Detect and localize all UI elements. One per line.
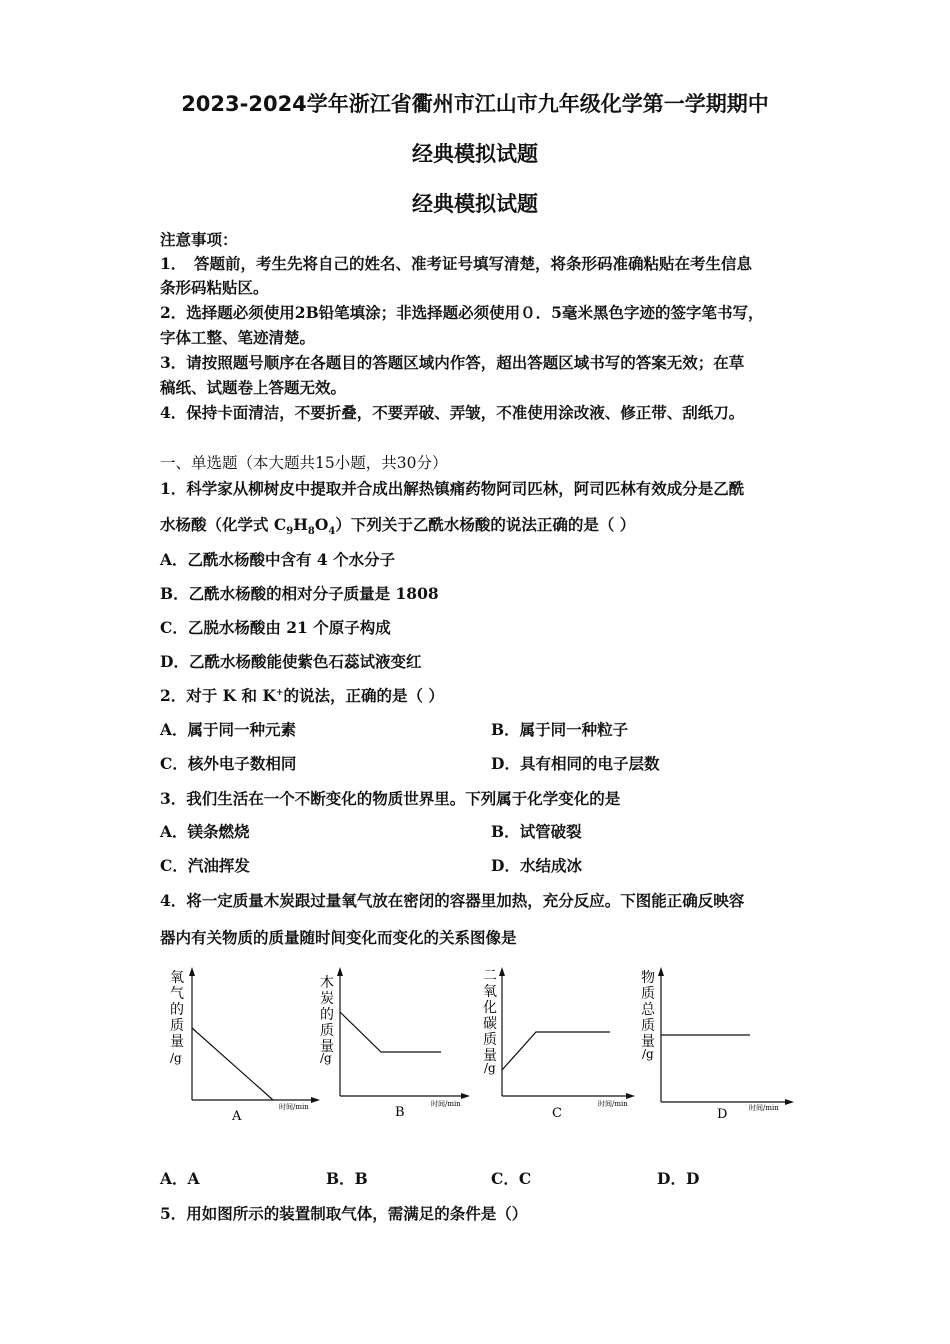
graph-a-ylabel-3: 质 — [170, 1018, 184, 1034]
graph-a-ylabel-4: 量 — [170, 1034, 184, 1050]
graph-b-x-arrow — [461, 1093, 470, 1099]
graph-c-unit: /g — [484, 1061, 496, 1075]
notice-item-1a: 1． 答题前，考生先将自己的姓名、准考证号填写清楚，将条形码准确粘贴在考生信息 — [160, 254, 753, 273]
notice-item-2a: 2．选择题必须使用2B铅笔填涂；非选择题必须使用０．5毫米黑色字迹的签字笔书写， — [160, 303, 764, 322]
q4-stem-line1: 4．将一定质量木炭跟过量氧气放在密闭的容器里加热，充分反应。下图能正确反映容 — [160, 891, 745, 910]
q2-option-d: D．具有相同的电子层数 — [491, 754, 660, 773]
q1-formula-o: O — [314, 515, 329, 534]
q1-stem2-post: ）下列关于乙酰水杨酸的说法正确的是（ ） — [335, 515, 636, 534]
graph-d-x-arrow — [785, 1099, 794, 1105]
graph-b-unit: /g — [320, 1051, 332, 1065]
q2-option-b: B．属于同一种粒子 — [491, 720, 629, 739]
notice-item-1b: 条形码粘贴区。 — [160, 278, 269, 297]
q4-option-b: B．B — [326, 1169, 368, 1188]
graph-d-unit: /g — [642, 1047, 654, 1061]
q3-option-c: C．汽油挥发 — [160, 856, 250, 875]
notice-item-2b: 字体工整、笔迹清楚。 — [160, 328, 316, 347]
q1-formula-h: H — [293, 515, 308, 534]
graph-a-y-arrow — [189, 967, 195, 976]
graph-c-caption: C — [552, 1106, 562, 1121]
graph-b — [315, 962, 480, 1132]
exam-title-line2: 经典模拟试题 — [412, 142, 538, 166]
q5-stem: 5．用如图所示的装置制取气体，需满足的条件是（） — [160, 1204, 528, 1223]
graph-b-ylabel-0: 木 — [320, 975, 334, 991]
q3-option-b: B．试管破裂 — [491, 822, 582, 841]
q4-option-c: C．C — [491, 1169, 532, 1188]
graph-c-xlabel: 时间/min — [598, 1100, 628, 1108]
graph-a-ylabel-1: 气 — [170, 986, 184, 1002]
q2-option-c: C．核外电子数相同 — [160, 754, 297, 773]
graph-d-ylabel-1: 质 — [641, 986, 655, 1002]
q4-option-d: D．D — [657, 1169, 700, 1188]
q1-formula-4: 4 — [328, 526, 336, 538]
graph-d-caption: D — [717, 1107, 728, 1122]
q1-option-c: C．乙脱水杨酸由 21 个原子构成 — [160, 618, 391, 637]
graph-d-ylabel-0: 物 — [641, 970, 655, 986]
q1-option-a: A．乙酰水杨酸中含有 4 个水分子 — [160, 550, 396, 569]
notice-item-3b: 稿纸、试题卷上答题无效。 — [160, 378, 347, 397]
graph-b-xlabel: 时间/min — [431, 1100, 461, 1108]
graph-a-ylabel-2: 的 — [170, 1002, 184, 1018]
section-heading: 一、单选题（本大题共15小题，共30分） — [160, 454, 448, 472]
q1-formula-8: 8 — [307, 526, 315, 538]
graph-b-ylabel-1: 炭 — [320, 991, 334, 1007]
graph-d — [637, 962, 802, 1132]
q2-stem-sup: + — [275, 687, 284, 698]
graph-a — [165, 962, 330, 1132]
graph-b-ylabel-4: 量 — [320, 1039, 334, 1055]
graph-a-unit: /g — [170, 1051, 182, 1065]
graph-c-ylabel-2: 化 — [483, 1000, 497, 1016]
q4-option-a: A．A — [160, 1169, 200, 1188]
q1-stem-line1: 1．科学家从柳树皮中提取并合成出解热镇痛药物阿司匹林，阿司匹林有效成分是乙酰 — [160, 479, 745, 498]
graph-c-ylabel-1: 氧 — [483, 984, 497, 1000]
graph-d-ylabel-4: 量 — [641, 1034, 655, 1050]
graph-c-ylabel-0: 二 — [483, 968, 497, 984]
graph-d-ylabel-3: 质 — [641, 1018, 655, 1034]
q1-stem-line2 — [160, 513, 635, 537]
q3-option-d: D．水结成冰 — [491, 856, 582, 875]
q3-option-a: A．镁条燃烧 — [160, 822, 250, 841]
graph-b-caption: B — [395, 1105, 405, 1120]
q2-stem-pre: 2．对于 K 和 K — [160, 686, 276, 705]
graph-a-curve — [192, 1028, 273, 1100]
q4-stem-line2: 器内有关物质的质量随时间变化而变化的关系图像是 — [160, 928, 517, 947]
notice-item-4: 4．保持卡面清洁，不要折叠，不要弄破、弄皱，不准使用涂改液、修正带、刮纸刀。 — [160, 403, 745, 422]
notice-heading: 注意事项： — [160, 230, 238, 249]
notice-item-3a: 3．请按照题号顺序在各题目的答题区域内作答，超出答题区域书写的答案无效；在草 — [160, 353, 745, 372]
graph-b-ylabel-2: 的 — [320, 1007, 334, 1023]
graph-b-y-arrow — [337, 967, 343, 976]
graph-d-y-arrow — [658, 967, 664, 976]
graph-b-ylabel-3: 质 — [320, 1023, 334, 1039]
graph-a-xlabel: 时间/min — [279, 1103, 309, 1111]
q2-stem — [160, 684, 444, 706]
graph-d-ylabel-2: 总 — [641, 1002, 655, 1018]
q3-stem: 3．我们生活在一个不断变化的物质世界里。下列属于化学变化的是 — [160, 789, 621, 808]
graph-c-y-arrow — [499, 967, 505, 976]
q1-option-d: D．乙酰水杨酸能使紫色石蕊试液变红 — [160, 652, 422, 671]
q2-option-a: A．属于同一种元素 — [160, 720, 297, 739]
q1-formula-9: 9 — [286, 526, 294, 538]
exam-title-line1: 2023-2024学年浙江省衢州市江山市九年级化学第一学期期中 — [181, 92, 769, 116]
q2-stem-post: 的说法，正确的是（ ） — [283, 686, 444, 705]
graph-d-xlabel: 时间/min — [749, 1104, 779, 1112]
graph-c-curve — [502, 1032, 610, 1070]
graph-b-curve — [340, 1012, 441, 1052]
graph-c-ylabel-5: 量 — [483, 1048, 497, 1064]
graph-c — [478, 962, 643, 1132]
q1-stem2-pre: 水杨酸（化学式 C — [160, 515, 287, 534]
graph-a-caption: A — [232, 1109, 242, 1124]
graph-c-x-arrow — [626, 1093, 635, 1099]
exam-title-line3: 经典模拟试题 — [412, 192, 538, 216]
graph-c-ylabel-4: 质 — [483, 1032, 497, 1048]
graph-c-ylabel-3: 碳 — [483, 1016, 497, 1032]
q1-option-b: B．乙酰水杨酸的相对分子质量是 1808 — [160, 584, 439, 603]
graph-a-ylabel-0: 氧 — [170, 970, 184, 986]
